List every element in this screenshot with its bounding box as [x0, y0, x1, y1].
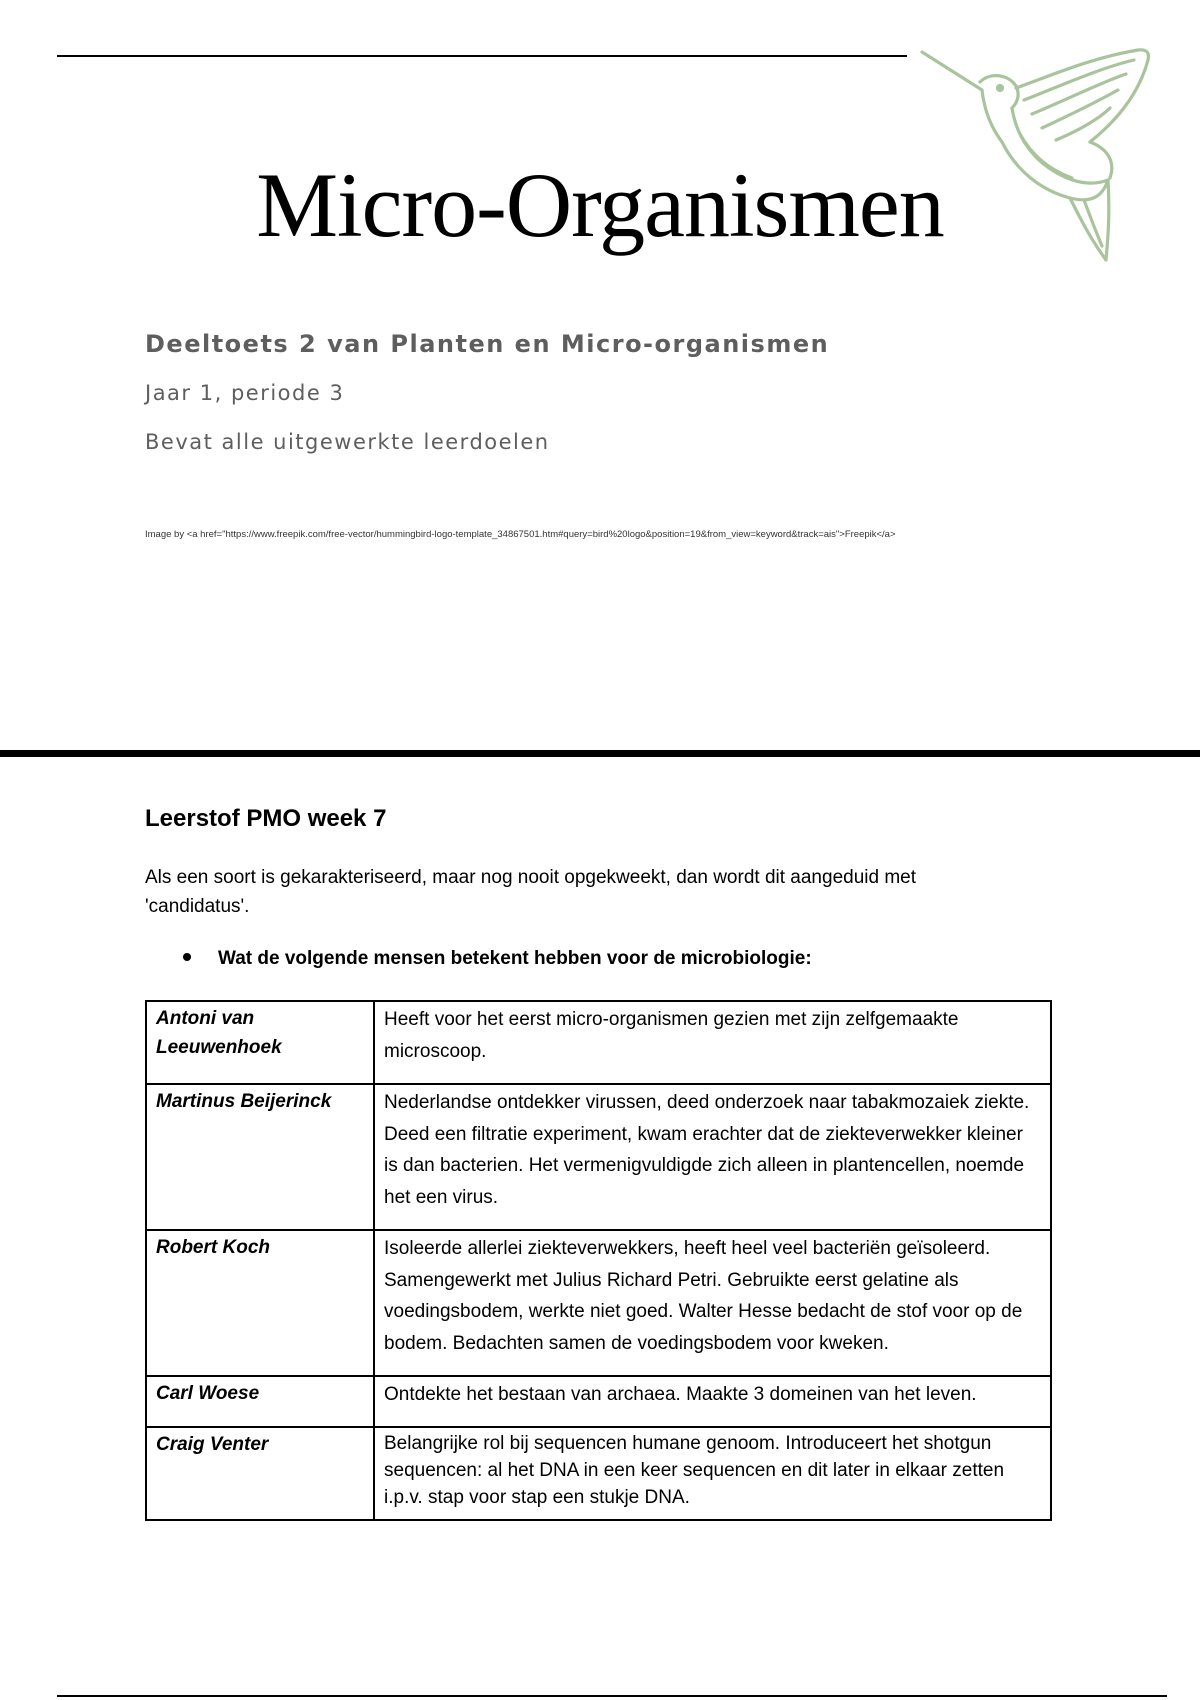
- bullet-dot-icon: [183, 953, 191, 961]
- table-row: [146, 1376, 1051, 1427]
- subtitle: Deeltoets 2 van Planten en Micro-organismen: [145, 330, 830, 358]
- image-credit: Image by <a href="https://www.freepik.com/free-vector/hummingbird-logo-template_34867501.htm#query=bird%20logo&position=19&from_view=keyword&track=ais">Freepik</a>: [145, 529, 896, 540]
- page-title: [0, 150, 1200, 260]
- person-description: Isoleerde allerlei ziekteverwekkers, heeft heel veel bacteriën geïsoleerd. Samengewerkt met Julius Richard Petri. Gebruikte eerst gelatine als voedingsbodem, werkte niet goed. Walter Hesse bedacht de stof voor op de bodem. Bedachten samen de voedingsbodem voor kweken.: [374, 1230, 1051, 1376]
- person-name: Antoni van Leeuwenhoek: [146, 1001, 374, 1084]
- bullet-text: Wat de volgende mensen betekent hebben voor de microbiologie:: [218, 948, 812, 969]
- top-rule: [57, 55, 907, 57]
- page-title-text: Micro-Organismen: [256, 154, 944, 256]
- person-description: Belangrijke rol bij sequencen humane genoom. Introduceert het shotgun sequencen: al het DNA in een keer sequencen en dit later in elkaar zetten i.p.v. stap voor stap een stukje DNA.: [374, 1427, 1051, 1520]
- period-line: Jaar 1, periode 3: [145, 381, 345, 405]
- table-row: [146, 1001, 1051, 1084]
- person-description: Nederlandse ontdekker virussen, deed onderzoek naar tabakmozaiek ziekte. Deed een filtratie experiment, kwam erachter dat de ziekteverwekker kleiner is dan bacterien. Het vermenigvuldigde zich alleen in plantencellen, noemde het een virus.: [374, 1084, 1051, 1230]
- person-name: Carl Woese: [146, 1376, 374, 1427]
- person-description: Heeft voor het eerst micro-organismen gezien met zijn zelfgemaakte microscoop.: [374, 1001, 1051, 1084]
- intro-paragraph: Als een soort is gekarakteriseerd, maar nog nooit opgekweekt, dan wordt dit aangeduid met 'candidatus'.: [145, 867, 917, 917]
- table-row: [146, 1230, 1051, 1376]
- person-description: Ontdekte het bestaan van archaea. Maakte 3 domeinen van het leven.: [374, 1376, 1051, 1427]
- person-name: Robert Koch: [146, 1230, 374, 1376]
- people-table: [145, 1000, 1052, 1521]
- section-heading: Leerstof PMO week 7: [145, 805, 387, 832]
- bullet-item: [183, 948, 812, 970]
- table-row: [146, 1427, 1051, 1520]
- person-name: Martinus Beijerinck: [146, 1084, 374, 1230]
- description-line: Bevat alle uitgewerkte leerdoelen: [145, 430, 550, 454]
- person-name: Craig Venter: [146, 1427, 374, 1520]
- table-row: [146, 1084, 1051, 1230]
- page-break-rule: [0, 750, 1200, 757]
- bottom-rule: [57, 1695, 1167, 1697]
